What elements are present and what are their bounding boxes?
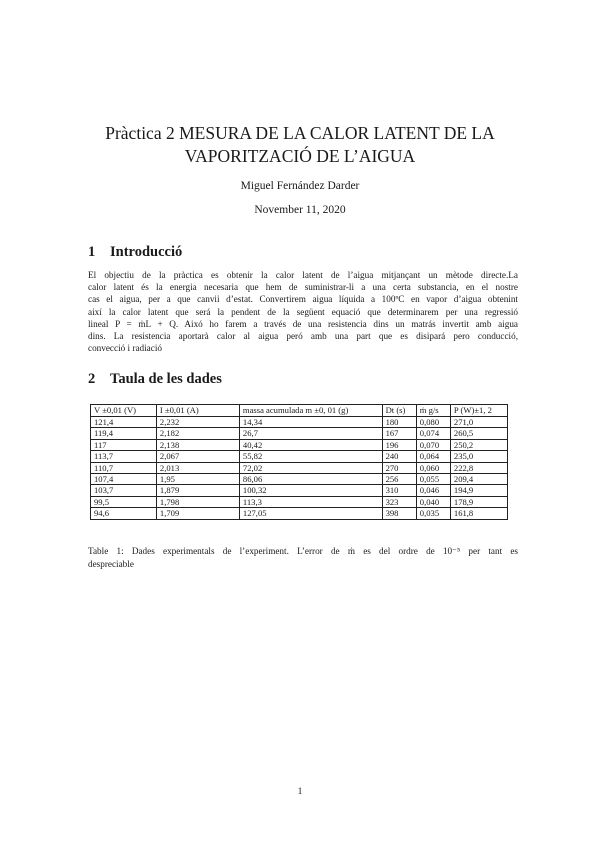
table-cell: 260,5 [450, 428, 507, 439]
table-cell: 113,3 [239, 496, 382, 507]
table-cell: 55,82 [239, 451, 382, 462]
table-cell: 0,040 [416, 496, 450, 507]
table-header-row [91, 405, 508, 417]
table-cell: 1,709 [156, 508, 239, 519]
paragraph-line: dins. La resistencia aportarà calor al aigua peró amb una part que es disipará pero conducció, [88, 331, 518, 342]
table-cell: 40,42 [239, 439, 382, 450]
column-header: ṁ g/s [416, 405, 450, 417]
table-cell: 99,5 [91, 496, 157, 507]
table-cell: 103,7 [91, 485, 157, 496]
title-line: Pràctica 2 MESURA DE LA CALOR LATENT DE LA [105, 123, 495, 143]
table-cell: 2,232 [156, 417, 239, 428]
table-cell: 270 [382, 462, 416, 473]
table-cell: 2,182 [156, 428, 239, 439]
data-table [90, 404, 508, 520]
table-row [91, 474, 508, 485]
paper-date: November 11, 2020 [254, 204, 346, 216]
section-number: 2 [88, 371, 96, 387]
table-cell: 0,055 [416, 474, 450, 485]
table-cell: 119,4 [91, 428, 157, 439]
section-heading-introduccio [88, 244, 182, 261]
table-cell: 323 [382, 496, 416, 507]
table-cell: 0,046 [416, 485, 450, 496]
table-cell: 161,8 [450, 508, 507, 519]
section-title: Taula de les dades [110, 371, 222, 387]
table-row [91, 451, 508, 462]
table-cell: 209,4 [450, 474, 507, 485]
table-cell: 0,070 [416, 439, 450, 450]
paragraph-line: convecció i radiació [88, 343, 162, 354]
introduction-paragraph [88, 269, 518, 354]
table-cell: 2,013 [156, 462, 239, 473]
table-cell: 2,138 [156, 439, 239, 450]
title-line: VAPORITZACIÓ DE L’AIGUA [184, 146, 416, 166]
caption-line: Table 1: Dades experimentals de l’experiment. L’error de ṁ es del ordre de 10⁻⁵ per tant es [88, 546, 518, 556]
table-cell: 14,34 [239, 417, 382, 428]
table-cell: 178,9 [450, 496, 507, 507]
column-header: Dt (s) [382, 405, 416, 417]
paragraph-line: cas el aigua, per a que canvii d’estat. Convertirem aigua líquida a 100ºC en vapor d’aigua obtenint [88, 294, 518, 305]
author-name: Miguel Fernández Darder [240, 180, 360, 192]
table-cell: 2,067 [156, 451, 239, 462]
table-cell: 196 [382, 439, 416, 450]
paragraph-line: El objectiu de la pràctica es obtenir la calor latent de l’aigua mitjançant un mètode directe.La [88, 270, 518, 280]
table-row [91, 428, 508, 439]
table-cell: 235,0 [450, 451, 507, 462]
paragraph-line: calor latent és la energia necesaria que hem de suministrar-li a una certa substancia, en el nostre [88, 282, 518, 293]
table-cell: 250,2 [450, 439, 507, 450]
paragraph-line: així la calor latent que será la pendent de la següent equació que determinarem per una regressió [88, 306, 518, 317]
table-cell: 180 [382, 417, 416, 428]
table-cell: 222,8 [450, 462, 507, 473]
table-cell: 256 [382, 474, 416, 485]
paragraph-line: lineal P = ṁL + Q. Aixó ho farem a través de una resistencia dins un matrás invertit amb aigua [88, 318, 518, 329]
column-header: P (W)±1, 2 [450, 405, 507, 417]
table-row [91, 485, 508, 496]
table-cell: 127,05 [239, 508, 382, 519]
table-cell: 0,060 [416, 462, 450, 473]
table-cell: 398 [382, 508, 416, 519]
table-cell: 0,074 [416, 428, 450, 439]
table-row [91, 496, 508, 507]
table-cell: 194,9 [450, 485, 507, 496]
page-number: 1 [297, 787, 303, 797]
table-caption [88, 545, 518, 570]
table-cell: 121,4 [91, 417, 157, 428]
column-header: massa acumulada m ±0, 01 (g) [239, 405, 382, 417]
table-cell: 0,064 [416, 451, 450, 462]
table-cell: 26,7 [239, 428, 382, 439]
section-title: Introducció [110, 244, 183, 260]
table-cell: 167 [382, 428, 416, 439]
paper-title [60, 122, 540, 168]
table-cell: 110,7 [91, 462, 157, 473]
table-cell: 0,035 [416, 508, 450, 519]
table-cell: 100,32 [239, 485, 382, 496]
table-cell: 310 [382, 485, 416, 496]
table-body [91, 417, 508, 520]
table-cell: 271,0 [450, 417, 507, 428]
table-cell: 107,4 [91, 474, 157, 485]
section-number: 1 [88, 244, 96, 260]
table-row [91, 439, 508, 450]
table-cell: 1,879 [156, 485, 239, 496]
table-row [91, 508, 508, 519]
caption-line: despreciable [88, 558, 134, 569]
table-cell: 72,02 [239, 462, 382, 473]
table-cell: 117 [91, 439, 157, 450]
table-cell: 0,080 [416, 417, 450, 428]
column-header: V ±0,01 (V) [91, 405, 157, 417]
column-header: I ±0,01 (A) [156, 405, 239, 417]
table-row [91, 417, 508, 428]
table-cell: 1,798 [156, 496, 239, 507]
table-cell: 113,7 [91, 451, 157, 462]
table-cell: 240 [382, 451, 416, 462]
section-heading-taula [88, 371, 222, 388]
table-cell: 1,95 [156, 474, 239, 485]
table-row [91, 462, 508, 473]
table-cell: 86,06 [239, 474, 382, 485]
table-cell: 94,6 [91, 508, 157, 519]
